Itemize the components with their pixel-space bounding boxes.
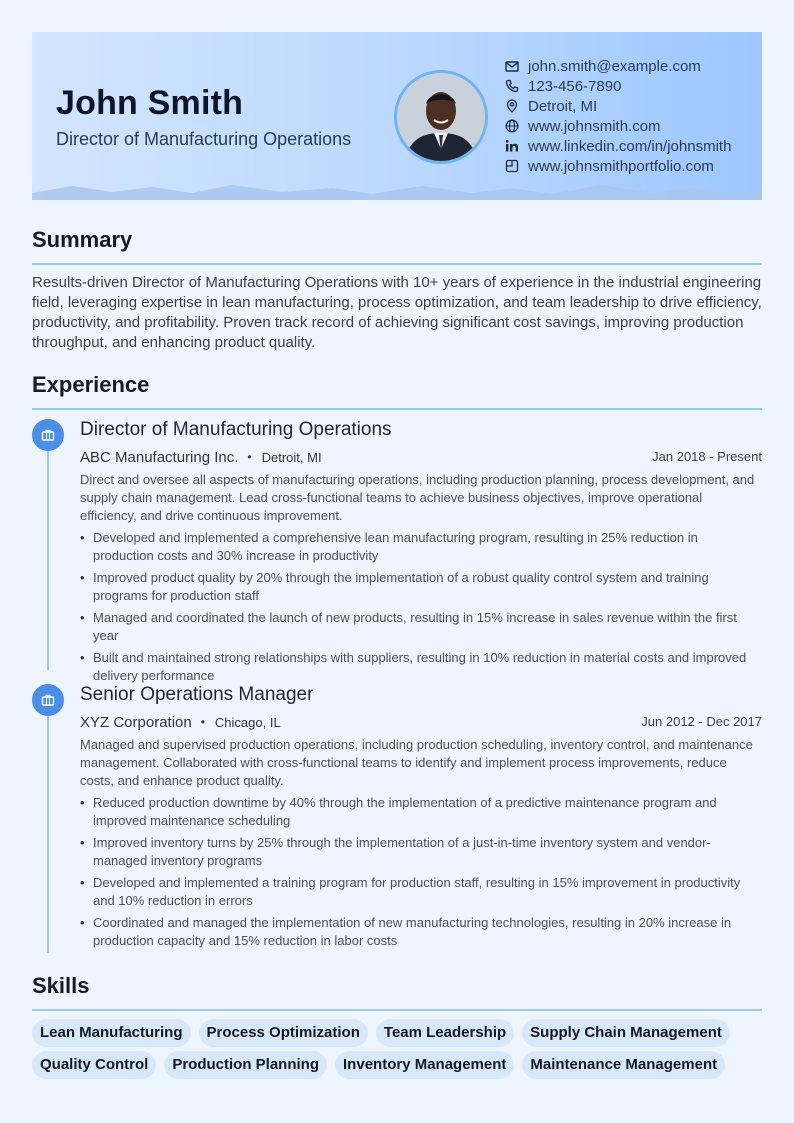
skill-tag: Supply Chain Management	[522, 1019, 730, 1047]
skills-heading: Skills	[32, 973, 90, 998]
header-waves-decoration	[32, 182, 762, 200]
contact-location: Detroit, MI	[504, 96, 731, 116]
timeline-line	[47, 695, 49, 953]
achievement-list	[80, 529, 762, 685]
achievement-item: • Improved product quality by 20% through the implementation of a robust quality control system and training programs for production staff	[80, 569, 762, 605]
skills-divider	[32, 1009, 762, 1011]
achievement-list	[80, 794, 762, 950]
skill-tag: Maintenance Management	[522, 1051, 725, 1079]
job-description: Direct and oversee all aspects of manufacturing operations, including production planning, process development, and supply chain management. Lead cross-functional teams to achieve business objectives, improve operational efficiency, and drive continuous improvement.	[80, 472, 755, 523]
contact-email[interactable]: john.smith@example.com	[504, 56, 731, 76]
achievement-item: • Improved inventory turns by 25% through the implementation of a just-in-time inventory system and vendor-managed inventory programs	[80, 834, 762, 870]
skill-tag: Process Optimization	[199, 1019, 368, 1047]
avatar	[394, 70, 488, 164]
contact-linkedin[interactable]: www.linkedin.com/in/johnsmith	[504, 136, 731, 156]
job-location: Detroit, MI	[261, 449, 322, 465]
skill-tag: Team Leadership	[376, 1019, 514, 1047]
job-title: Director of Manufacturing Operations	[80, 419, 392, 440]
skills-list	[32, 1019, 767, 1083]
phone-icon	[504, 78, 520, 94]
job-meta	[80, 710, 762, 734]
briefcase-icon	[32, 684, 64, 716]
job-company: XYZ Corporation	[80, 713, 192, 731]
job-meta	[80, 445, 762, 469]
skill-tag: Lean Manufacturing	[32, 1019, 191, 1047]
resume-header	[32, 32, 762, 200]
contact-portfolio[interactable]: www.johnsmithportfolio.com	[504, 156, 731, 176]
job-title: Senior Operations Manager	[80, 684, 314, 705]
achievement-item: • Managed and coordinated the launch of new products, resulting in 15% increase in sales revenue within the first year	[80, 609, 762, 645]
meta-separator: •	[247, 450, 252, 464]
achievement-item: • Built and maintained strong relationships with suppliers, resulting in 10% reduction in material costs and improved delivery performance	[80, 649, 762, 685]
contact-website[interactable]: www.johnsmith.com	[504, 116, 731, 136]
briefcase-icon	[32, 419, 64, 451]
achievement-item: • Developed and implemented a training program for production staff, resulting in 15% improvement in productivity and 10% reduction in errors	[80, 874, 762, 910]
summary-heading: Summary	[32, 227, 133, 252]
achievement-item: • Developed and implemented a comprehensive lean manufacturing program, resulting in 25% reduction in production costs and 30% increase in productivity	[80, 529, 762, 565]
linkedin-icon	[504, 138, 520, 154]
summary-divider	[32, 263, 762, 265]
contact-list	[504, 56, 731, 176]
experience-entry	[80, 684, 762, 954]
person-photo-icon	[397, 73, 485, 161]
job-company: ABC Manufacturing Inc.	[80, 448, 239, 466]
skills-row	[32, 1051, 767, 1079]
contact-phone[interactable]: 123-456-7890	[504, 76, 731, 96]
experience-entry	[80, 419, 762, 689]
skill-tag: Quality Control	[32, 1051, 156, 1079]
timeline-line	[47, 430, 49, 670]
experience-divider	[32, 408, 762, 410]
job-description: Managed and supervised production operations, including production scheduling, inventory control, and maintenance management. Collaborated with cross-functional teams to identify and implement process improvements, reduce costs, and enhance product quality.	[80, 737, 753, 788]
portfolio-icon	[504, 158, 520, 174]
achievement-item: • Reduced production downtime by 40% through the implementation of a predictive maintenance program and improved maintenance scheduling	[80, 794, 762, 830]
summary-text: Results-driven Director of Manufacturing Operations with 10+ years of experience in the industrial engineering field, leveraging expertise in lean manufacturing, process optimization, and team leadership to drive efficiency, productivity, and profitability. Proven track record of achieving significant cost savings, improving production throughput, and enhancing product quality.	[32, 274, 762, 351]
candidate-title: Director of Manufacturing Operations	[56, 129, 352, 149]
skills-row	[32, 1019, 767, 1047]
experience-heading: Experience	[32, 372, 150, 397]
job-dates: Jun 2012 - Dec 2017	[641, 714, 762, 729]
skill-tag: Inventory Management	[335, 1051, 514, 1079]
job-location: Chicago, IL	[214, 714, 281, 730]
job-dates: Jan 2018 - Present	[652, 449, 762, 464]
candidate-name: John Smith	[56, 84, 244, 122]
skill-tag: Production Planning	[164, 1051, 327, 1079]
achievement-item: • Coordinated and managed the implementation of new manufacturing technologies, resulting in 20% increase in production capacity and 15% reduction in labor costs	[80, 914, 762, 950]
location-pin-icon	[504, 98, 520, 114]
globe-icon	[504, 118, 520, 134]
email-icon	[504, 58, 520, 74]
meta-separator: •	[200, 715, 205, 729]
